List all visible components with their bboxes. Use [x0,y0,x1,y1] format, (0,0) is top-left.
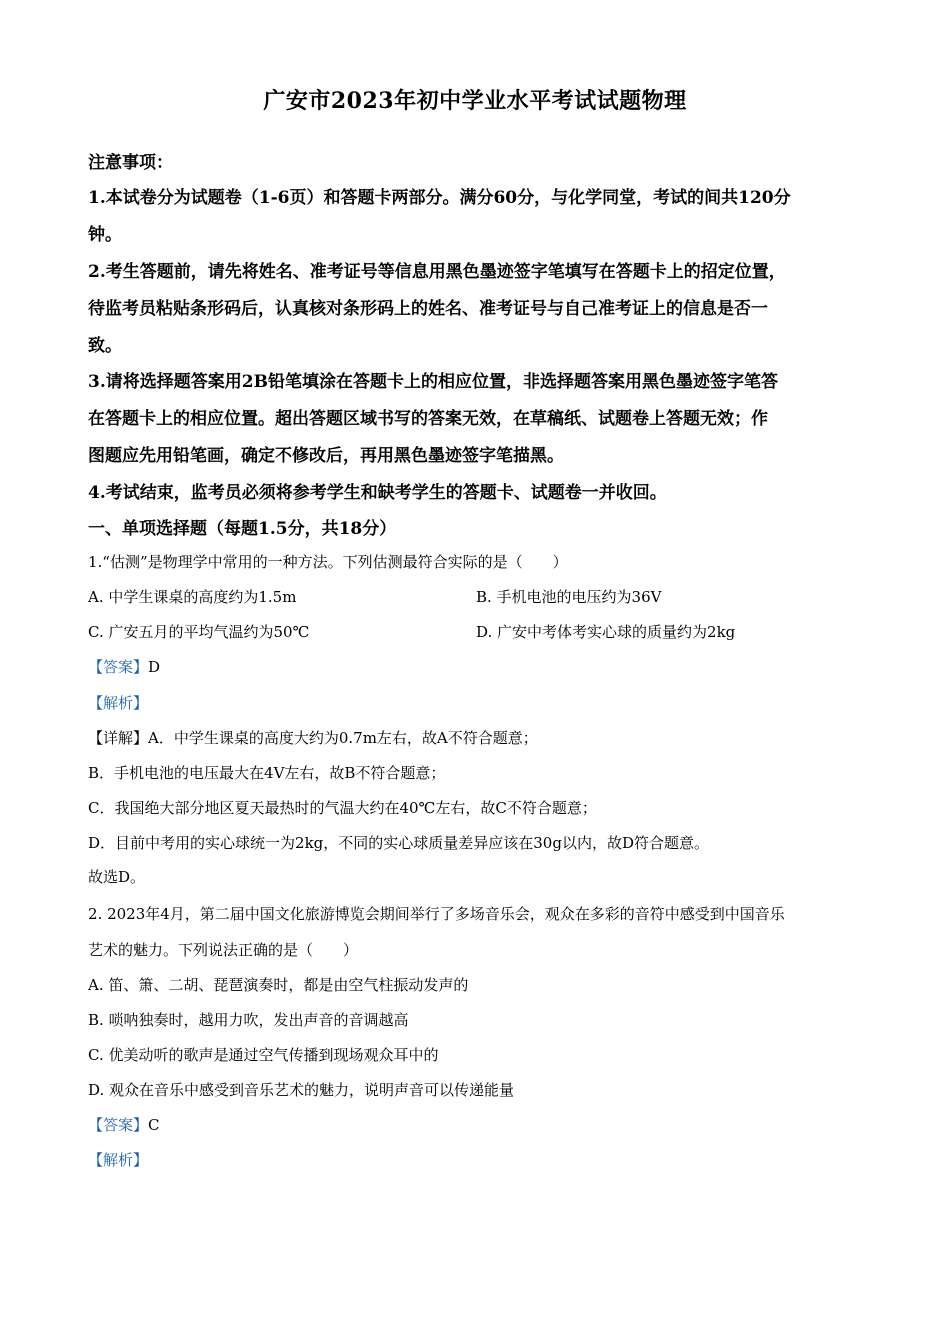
q2-option-b: B. 唢呐独奏时，越用力吹，发出声音的音调越高 [88,1011,409,1029]
notice-line-2: 钟。 [88,225,122,245]
q1-detail-1 [88,727,538,748]
q1-stem: 1.“估测”是物理学中常用的一种方法。下列估测最符合实际的是（ ） [88,553,568,571]
q1-detail-4: D．目前中考用的实心球统一为2kg，不同的实心球质量差异应该在30g以内，故D符合题意。 [88,834,709,852]
q2-analysis-tag: 【解析】 [88,1151,149,1169]
q1-option-c: C. 广安五月的平均气温约为50℃ [88,623,310,641]
section-heading: 一、单项选择题（每题1.5分，共18分） [88,519,397,539]
q2-answer [88,1114,160,1135]
q1-option-a: A. 中学生课桌的高度约为1.5m [88,588,297,606]
q2-stem-line-2: 艺术的魅力。下列说法正确的是（ ） [88,941,359,959]
q1-detail-2: B．手机电池的电压最大在4V左右，故B不符合题意； [88,764,446,782]
detail-text: A．中学生课桌的高度大约为0.7m左右，故A不符合题意； [148,729,538,747]
answer-tag: 【答案】 [88,658,149,676]
document-title: 广安市2023年初中学业水平考试试题物理 [263,88,687,114]
notice-line-3: 2.考生答题前，请先将姓名、准考证号等信息用黑色墨迹签字笔填写在答题卡上的招定位置， [88,262,786,282]
q1-detail-3: C．我国绝大部分地区夏天最热时的气温大约在40℃左右，故C不符合题意； [88,799,597,817]
notice-line-8: 图题应先用铅笔画，确定不修改后，再用黑色墨迹签字笔描黑。 [88,446,564,466]
q1-conclusion: 故选D。 [88,868,146,886]
q1-analysis-tag: 【解析】 [88,694,149,712]
q2-option-d: D. 观众在音乐中感受到音乐艺术的魅力，说明声音可以传递能量 [88,1081,515,1099]
q2-stem-line-1: 2. 2023年4月，第二届中国文化旅游博览会期间举行了多场音乐会，观众在多彩的音符中感受到中国音乐 [88,905,785,923]
notice-line-5: 致。 [88,336,122,356]
answer-value: D [148,658,161,676]
q2-option-c: C. 优美动听的歌声是通过空气传播到现场观众耳中的 [88,1046,439,1064]
notice-line-7: 在答题卡上的相应位置。超出答题区域书写的答案无效，在草稿纸、试题卷上答题无效；作 [88,409,768,429]
notice-line-4: 待监考员粘贴条形码后，认真核对条形码上的姓名、准考证号与自己准考证上的信息是否一 [88,299,768,319]
notice-line-1: 1.本试卷分为试题卷（1-6页）和答题卡两部分。满分60分，与化学同堂，考试的间共120分 [88,188,791,208]
answer-value: C [148,1116,160,1134]
detail-tag: 【详解】 [88,729,149,747]
q1-option-b: B. 手机电池的电压约为36V [476,588,662,606]
notice-line-6: 3.请将选择题答案用2B铅笔填涂在答题卡上的相应位置，非选择题答案用黑色墨迹签字笔答 [88,372,778,392]
notice-line-9: 4.考试结束，监考员必须将参考学生和缺考学生的答题卡、试题卷一并收回。 [88,483,667,503]
q1-option-d: D. 广安中考体考实心球的质量约为2kg [476,623,736,641]
q1-answer [88,656,160,677]
notice-heading: 注意事项： [88,153,173,173]
q2-option-a: A. 笛、箫、二胡、琵琶演奏时，都是由空气柱振动发声的 [88,976,469,994]
answer-tag: 【答案】 [88,1116,149,1134]
